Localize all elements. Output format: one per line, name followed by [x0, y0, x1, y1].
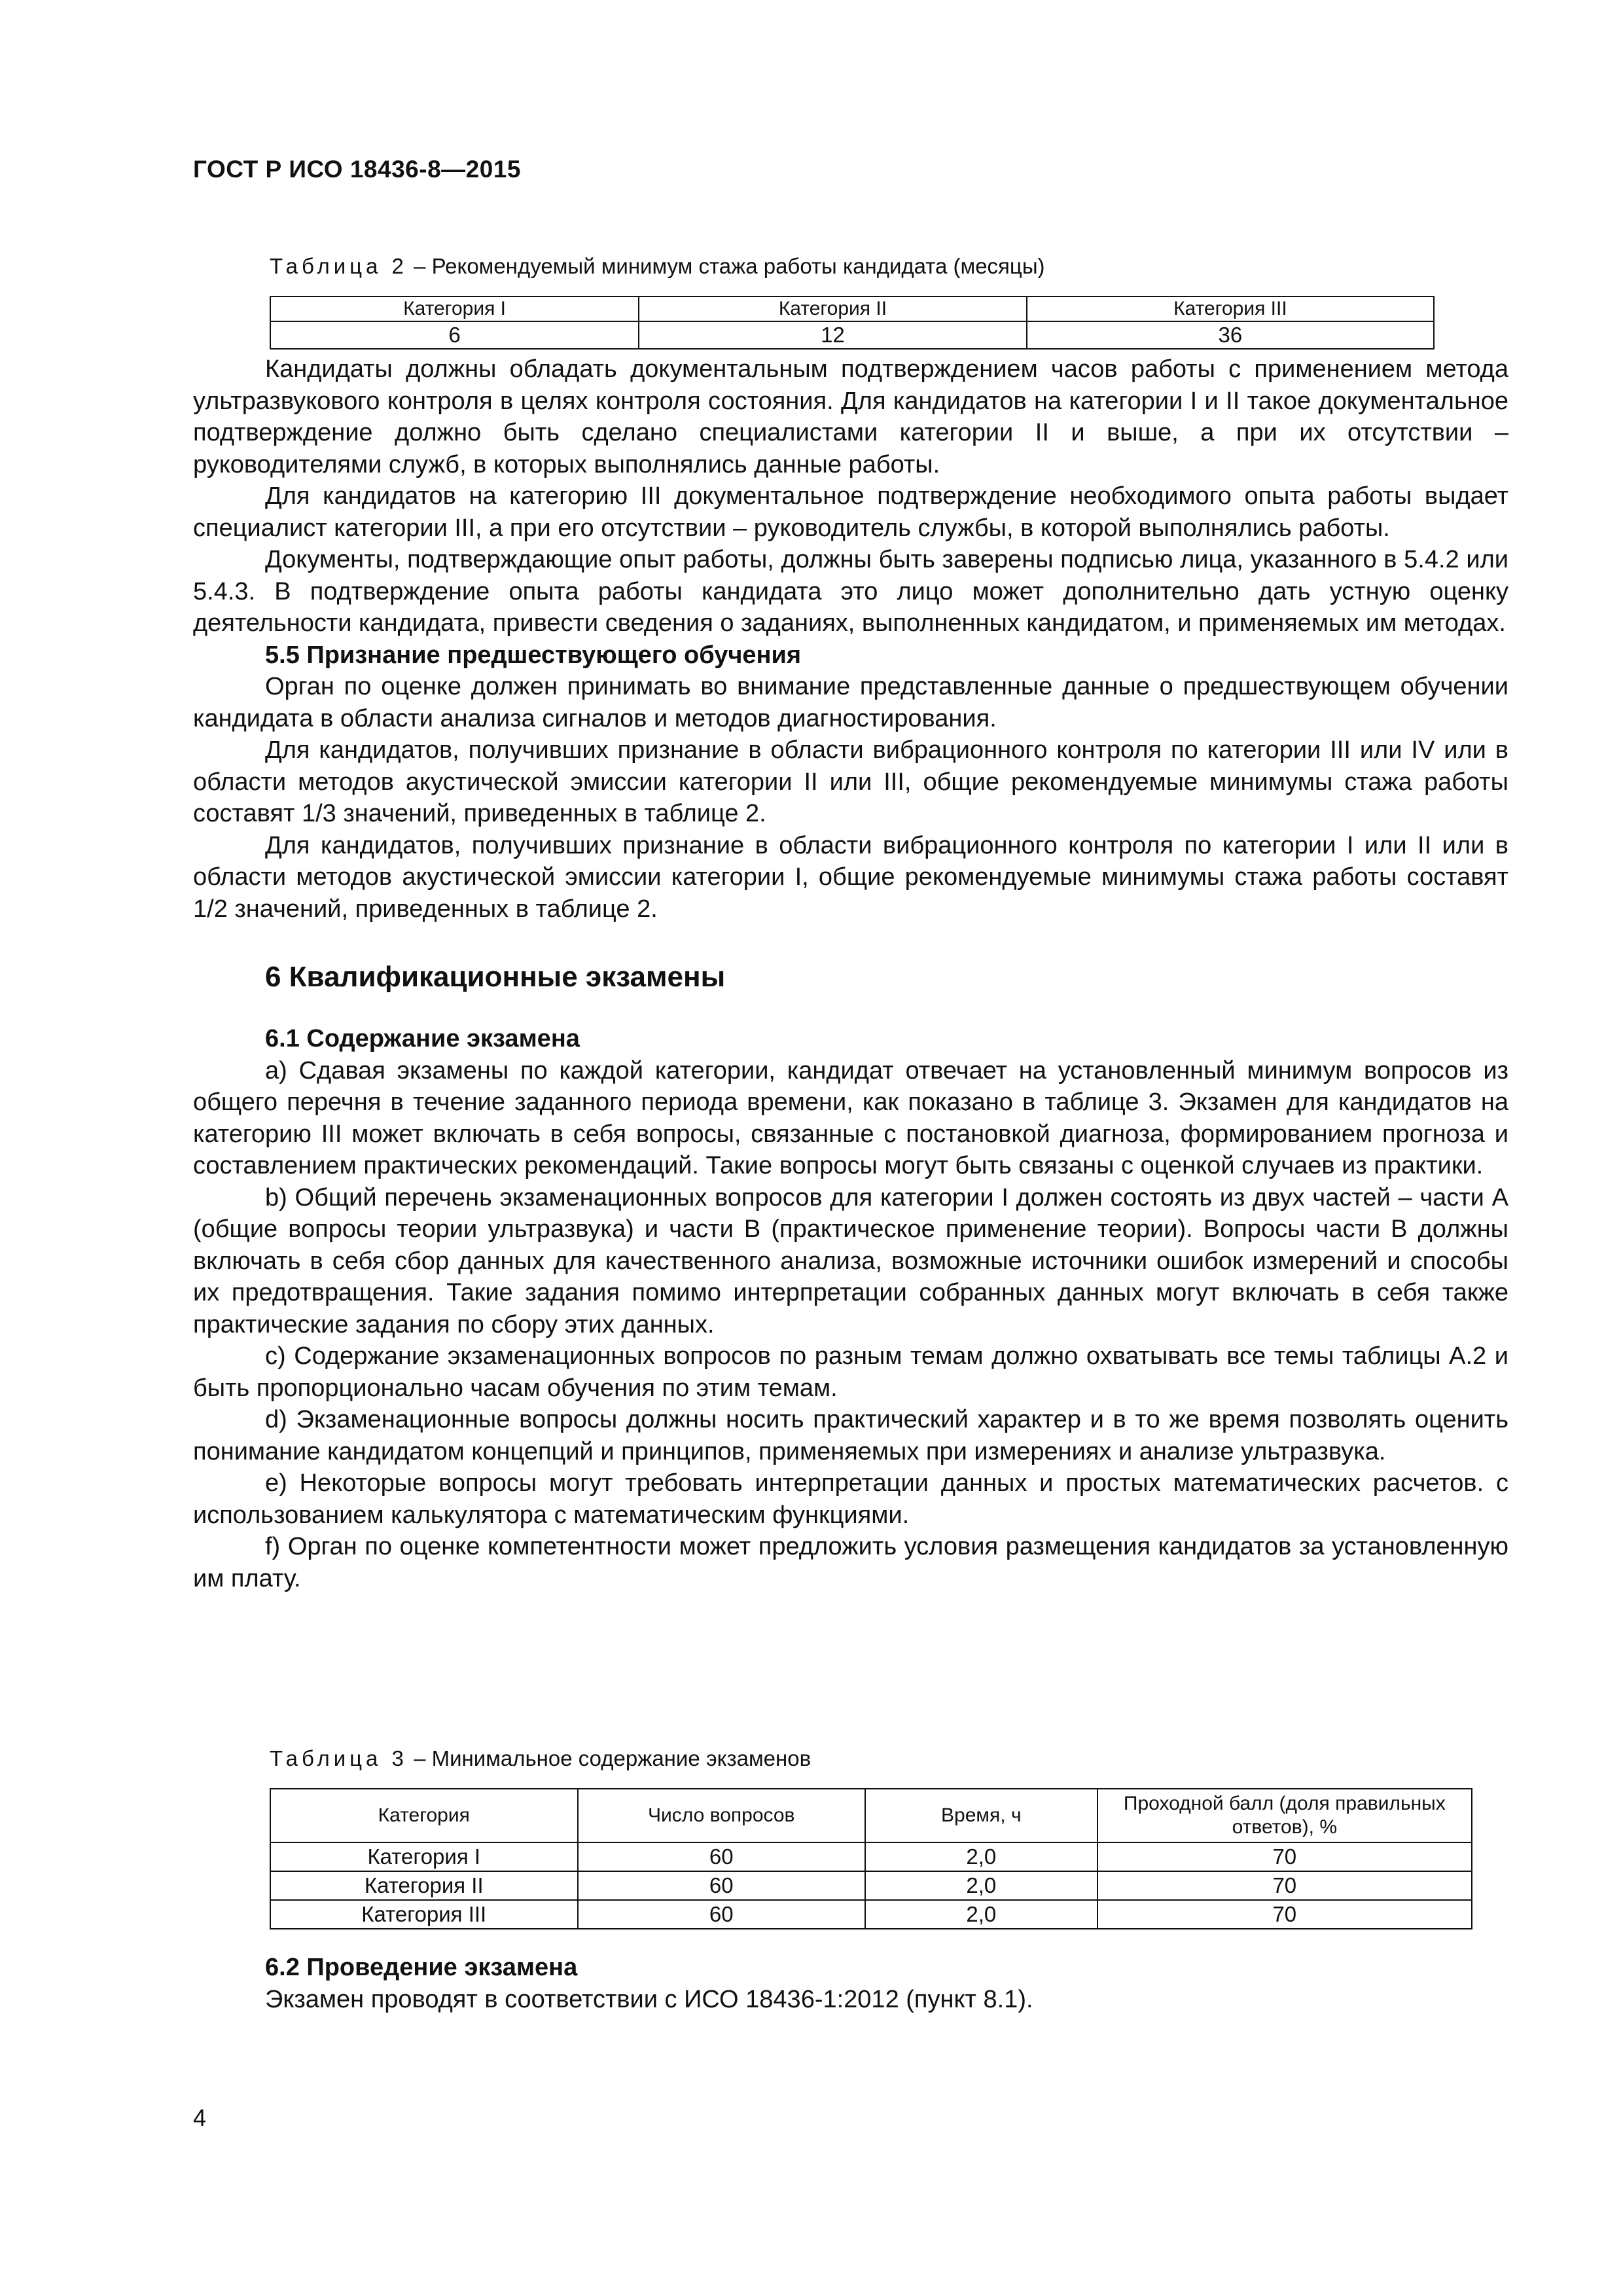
- table3-header-cell: Проходной балл (доля правильных ответов), %: [1097, 1789, 1472, 1842]
- table3-row: [270, 1842, 1472, 1871]
- list-item: e) Некоторые вопросы могут требовать интерпретации данных и простых математических расчетов. с использованием калькулятора с математическим функциями.: [193, 1469, 1508, 1529]
- page-number: 4: [193, 2104, 207, 2131]
- section-6-2: [193, 1952, 1508, 2015]
- table3-cell: Категория III: [270, 1900, 578, 1929]
- table2-header-cell: Категория II: [639, 296, 1027, 321]
- list-item: d) Экзаменационные вопросы должны носить практический характер и в то же время позволять оценить понимание кандидатом концепций и принципов, применяемых при измерениях и анализе ультразвука.: [193, 1406, 1508, 1465]
- table3-header-cell: Время, ч: [865, 1789, 1097, 1842]
- table2-value-cell: 12: [639, 321, 1027, 349]
- list-item: b) Общий перечень экзаменационных вопросов для категории I должен состоять из двух частей – части А (общие вопросы теории ультразвука) и части В (практическое применение теории). Вопросы части В должны включать в себя сбор данных для качественного анализа, возможные источники ошибок измерений и способы их предотвращения. Такие задания помимо интерпретации собранных данных могут включать в себя также практические задания по сбору этих данных.: [193, 1183, 1508, 1338]
- table3-cell: 70: [1097, 1900, 1472, 1929]
- table3-row: [270, 1871, 1472, 1900]
- section-5-5-title: 5.5 Признание предшествующего обучения: [265, 641, 802, 669]
- table2-value-cell: 36: [1027, 321, 1434, 349]
- table3-row: [270, 1900, 1472, 1929]
- table3-caption: [270, 1746, 811, 1771]
- table2-header-row: [270, 296, 1434, 321]
- paragraph: Экзамен проводят в соответствии с ИСО 18436-1:2012 (пункт 8.1).: [265, 1985, 1033, 2013]
- paragraph: Документы, подтверждающие опыт работы, должны быть заверены подписью лица, указанного в 5.4.2 или 5.4.3. В подтверждение опыта работы кандидата это лицо может дополнительно дать устную оценку деятельности кандидата, привести сведения о заданиях, выполненных кандидатом, и применяемых им методах.: [193, 546, 1508, 637]
- table3-cell: 60: [578, 1871, 866, 1900]
- table3-cell: 2,0: [865, 1842, 1097, 1871]
- table2-header-cell: Категория I: [270, 296, 639, 321]
- table3-cell: 60: [578, 1900, 866, 1929]
- table3-caption-text: – Минимальное содержание экзаменов: [407, 1746, 812, 1770]
- table3-cell: 70: [1097, 1842, 1472, 1871]
- document-code: ГОСТ Р ИСО 18436-8—2015: [193, 156, 521, 183]
- table2-value-row: [270, 321, 1434, 349]
- table3-header-row: [270, 1789, 1472, 1842]
- table3: [270, 1788, 1472, 1929]
- table2: [270, 296, 1435, 350]
- section-6-2-title: 6.2 Проведение экзамена: [265, 1954, 578, 1981]
- paragraph: Орган по оценке должен принимать во внимание представленные данные о предшествующем обучении кандидата в области анализа сигналов и методов диагностирования.: [193, 673, 1508, 732]
- table3-caption-lead: Таблица 3: [270, 1746, 408, 1770]
- paragraph: Для кандидатов на категорию III документальное подтверждение необходимого опыта работы выдает специалист категории III, а при его отсутствии – руководитель службы, в которой выполнялись работы.: [193, 482, 1508, 542]
- table2-caption: [270, 254, 1045, 279]
- table3-cell: 2,0: [865, 1900, 1097, 1929]
- table3-cell: 70: [1097, 1871, 1472, 1900]
- paragraph: Для кандидатов, получивших признание в области вибрационного контроля по категории I или II или в области методов акустической эмиссии категории I, общие рекомендуемые минимумы стажа работы составят 1/2 значений, приведенных в таблице 2.: [193, 831, 1508, 923]
- list-item: a) Сдавая экзамены по каждой категории, кандидат отвечает на установленный минимум вопросов из общего перечня в течение заданного периода времени, как показано в таблице 3. Экзамен для кандидатов на категорию III может включать в себя вопросы, связанные с постановкой диагноза, формированием прогноза и составлением практических рекомендаций. Такие вопросы могут быть связаны с оценкой случаев из практики.: [193, 1056, 1508, 1179]
- list-item: c) Содержание экзаменационных вопросов по разным темам должно охватывать все темы таблицы А.2 и быть пропорционально часам обучения по этим темам.: [193, 1342, 1508, 1402]
- table3-header-cell: Число вопросов: [578, 1789, 866, 1842]
- table3-cell: Категория I: [270, 1842, 578, 1871]
- table2-caption-lead: Таблица 2: [270, 254, 408, 278]
- list-item: f) Орган по оценке компетентности может предложить условия размещения кандидатов за установленную им плату.: [193, 1533, 1508, 1592]
- table3-cell: 60: [578, 1842, 866, 1871]
- table3-header-cell: Категория: [270, 1789, 578, 1842]
- section-6-title: 6 Квалификационные экзамены: [265, 961, 726, 993]
- table2-header-cell: Категория III: [1027, 296, 1434, 321]
- main-text: [193, 353, 1508, 1594]
- paragraph: Для кандидатов, получивших признание в области вибрационного контроля по категории III или IV или в области методов акустической эмиссии категории II или III, общие рекомендуемые минимумы стажа работы составят 1/3 значений, приведенных в таблице 2.: [193, 736, 1508, 827]
- table3-cell: 2,0: [865, 1871, 1097, 1900]
- paragraph: Кандидаты должны обладать документальным подтверждением часов работы с применением метода ультразвукового контроля в целях контроля состояния. Для кандидатов на категории I и II такое документальное подтверждение должно быть сделано специалистами категории II и выше, а при их отсутствии – руководителями служб, в которых выполнялись данные работы.: [193, 355, 1508, 478]
- table2-value-cell: 6: [270, 321, 639, 349]
- table3-cell: Категория II: [270, 1871, 578, 1900]
- section-6-1-title: 6.1 Содержание экзамена: [265, 1025, 580, 1052]
- table2-caption-text: – Рекомендуемый минимум стажа работы кандидата (месяцы): [407, 254, 1045, 278]
